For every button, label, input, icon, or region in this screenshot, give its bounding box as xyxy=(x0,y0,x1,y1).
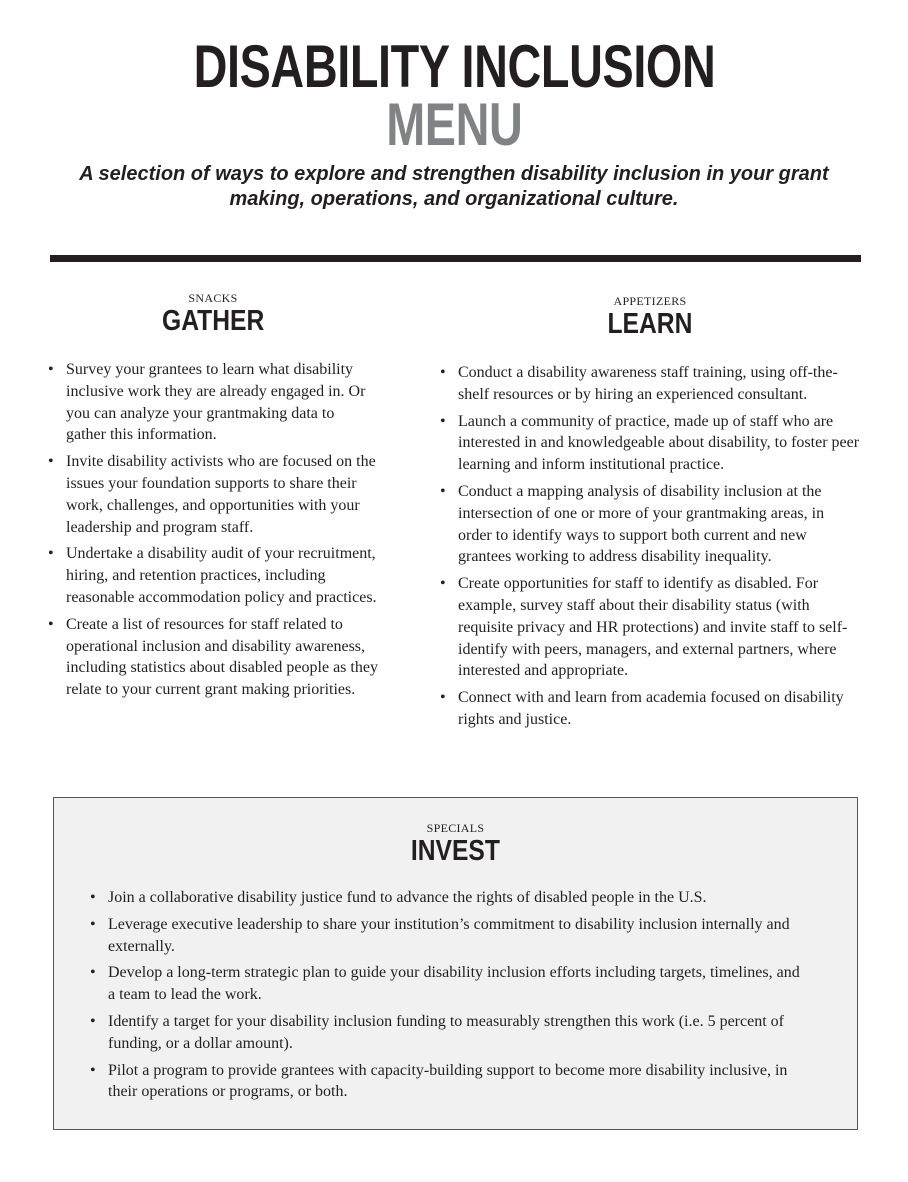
list-item: • Invite disability activists who are focused on the issues your foundation supports to share their work, challenges, and opportunities with your leadership and program staff. xyxy=(48,453,376,536)
title-line-1: DISABILITY INCLUSION xyxy=(193,33,715,100)
divider-rule xyxy=(50,255,861,262)
subtitle xyxy=(60,162,848,212)
specials-box xyxy=(53,797,858,1130)
title-line-2: MENU xyxy=(385,91,523,158)
appetizers-section xyxy=(440,294,860,736)
section-kicker: APPETIZERS xyxy=(613,294,687,308)
specials-list xyxy=(90,887,810,1103)
snacks-list xyxy=(48,359,378,701)
section-kicker: SNACKS xyxy=(188,291,238,305)
section-title: LEARN xyxy=(607,308,693,340)
list-item: • Join a collaborative disability justice fund to advance the rights of disabled people in the U.S. xyxy=(90,889,707,906)
list-item: • Survey your grantees to learn what disability inclusive work they are already engaged in. Or you can analyze your grantmaking data to gather this information. xyxy=(48,361,366,444)
list-item: • Connect with and learn from academia focused on disability rights and justice. xyxy=(440,689,844,728)
list-item: • Identify a target for your disability inclusion funding to measurably strengthen this work (i.e. 5 percent of funding, or a dollar amount). xyxy=(90,1012,784,1052)
section-title: GATHER xyxy=(161,305,265,337)
section-title: INVEST xyxy=(410,835,501,867)
list-item: • Launch a community of practice, made up of staff who are interested in and knowledgeable about disability, to foster peer learning and inform institutional practice. xyxy=(440,412,860,474)
list-item: • Create a list of resources for staff related to operational inclusion and disability awareness, including statistics about disabled people as they relate to your current grant making priorities. xyxy=(48,615,378,699)
section-kicker: SPECIALS xyxy=(426,821,485,835)
list-item: • Undertake a disability audit of your recruitment, hiring, and retention practices, including reasonable accommodation policy and practices. xyxy=(48,545,377,606)
appetizers-list xyxy=(440,362,860,731)
list-item: • Conduct a disability awareness staff training, using off-the-shelf resources or by hiring an experienced consultant. xyxy=(440,364,838,403)
list-item: • Conduct a mapping analysis of disability inclusion at the intersection of one or more of your grantmaking areas, in order to identify ways to support both current and new grantees working to address disability inequality. xyxy=(440,482,825,566)
list-item: • Leverage executive leadership to share your institution’s commitment to disability inclusion internally and externally. xyxy=(90,915,790,955)
subtitle-line-2: making, operations, and organizational culture. xyxy=(229,188,679,210)
list-item: • Pilot a program to provide grantees with capacity-building support to become more disability inclusive, in their operations or programs, or both. xyxy=(90,1061,788,1101)
list-item: • Develop a long-term strategic plan to guide your disability inclusion efforts including targets, timelines, and a team to lead the work. xyxy=(90,964,800,1004)
subtitle-line-1: A selection of ways to explore and strengthen disability inclusion in your grant xyxy=(79,163,829,185)
document-title xyxy=(0,33,908,158)
snacks-section xyxy=(48,291,378,706)
list-item: • Create opportunities for staff to identify as disabled. For example, survey staff about their disability status (with requisite privacy and HR protections) and invite staff to self-identify with peers, managers, and external partners, where interested and appropriate. xyxy=(440,575,848,680)
